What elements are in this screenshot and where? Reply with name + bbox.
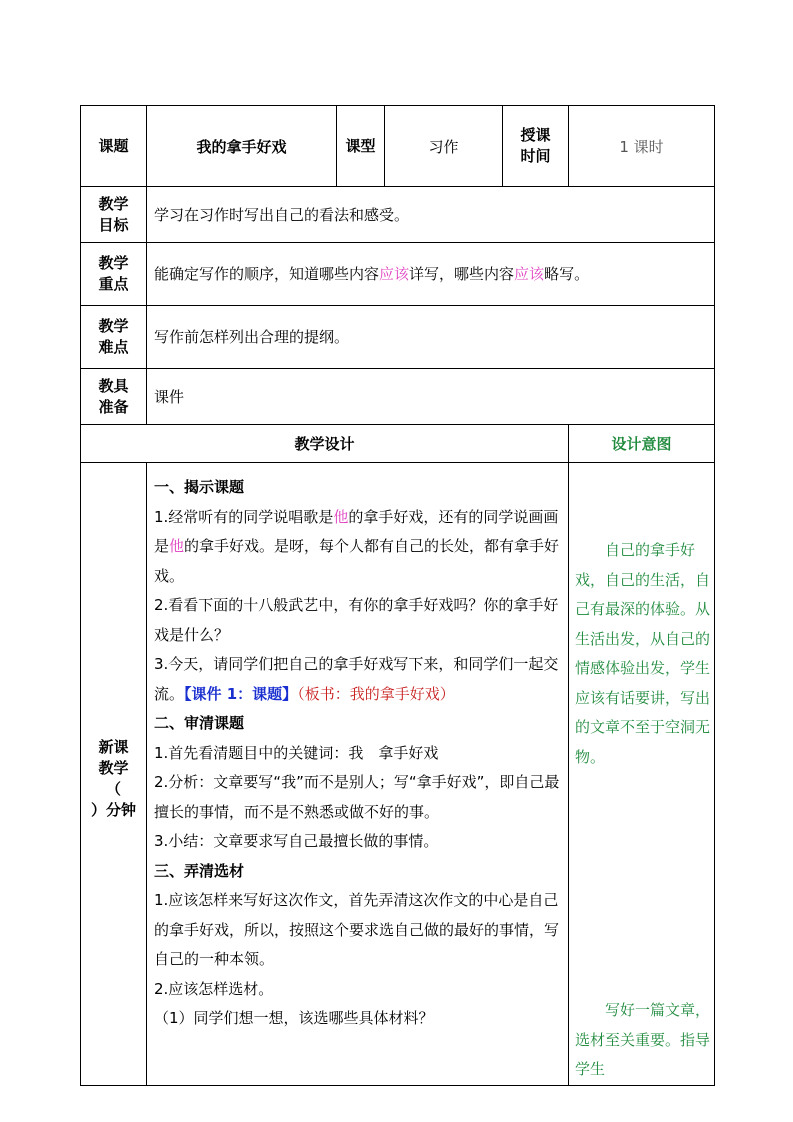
section-2-para-2: 2.分析：文章要写“我”而不是别人；写“拿手好戏”，即自己最擅长的事情，而不是不熟悉或做不好的事。 [154,773,560,821]
keypoint-label [81,243,147,306]
new-lesson-label [81,463,147,1086]
time-label [503,106,569,187]
design-content [147,463,569,1086]
keypoint-text-a: 能确定写作的顺序，知道哪些内容 [154,265,380,283]
new-lesson-row [81,463,715,1086]
materials-content: 课件 [147,369,715,425]
section-2-title: 二、审清课题 [154,714,245,732]
materials-label [81,369,147,425]
keypoint-content [147,243,715,306]
s1-p3-courseware-tag: 【课件 1：课题】 [184,684,298,703]
s1-p3-text: 3.今天，请同学们把自己的拿手好戏写下来，和同学们一起交流。 [154,655,559,703]
keypoint-label-line-2: 重点 [98,275,129,293]
s1-p1-text-c: 的拿手好戏。是呀，每个人都有自己的长处，都有拿手好戏。 [154,537,560,585]
keypoint-highlight-1: 应该 [379,265,410,283]
lesson-plan-table [80,105,715,1086]
s1-p1-text-a: 1.经常听有的同学说唱歌是 [154,507,334,526]
difficulty-label-line-2: 难点 [98,338,129,356]
topic-value: 我的拿手好戏 [147,106,337,187]
new-lesson-label-line-2: 教学 [98,758,129,777]
difficulty-label-line-1: 教学 [98,317,129,335]
section-1-title: 一、揭示课题 [154,478,245,496]
keypoint-text-b: 详写，哪些内容 [409,265,515,283]
objective-label-line-2: 目标 [98,215,129,234]
intent-content [569,463,715,1086]
intent-para-1: 自己的拿手好戏，自己的生活，自己有最深的体验。从生活出发，从自己的情感体验出发，学生应该有话要讲，写出的文章不至于空洞无物。 [575,541,711,766]
keypoint-row [81,243,715,306]
intent-para-2: 写好一篇文章，选材至关重要。指导学生 [575,1001,711,1078]
type-value: 习作 [385,106,503,187]
section-1-para-1 [154,503,562,592]
keypoint-highlight-2: 应该 [514,265,545,283]
new-lesson-label-line-4: ）分钟 [90,800,136,819]
materials-label-line-1: 教具 [98,376,129,395]
section-3-para-3: （1）同学们想一想，该选哪些具体材料？ [154,1009,434,1027]
keypoint-label-line-1: 教学 [98,254,129,272]
new-lesson-label-line-1: 新课 [98,737,129,756]
section-3-para-2: 2.应该怎样选材。 [154,979,274,998]
design-header: 教学设计 [81,425,569,463]
keypoint-text-c: 略写。 [544,265,590,283]
materials-label-line-2: 准备 [98,397,129,416]
difficulty-label [81,306,147,369]
intent-header: 设计意图 [569,425,715,463]
objective-label [81,187,147,243]
s1-p1-highlight-2: 他 [169,537,185,555]
header-row [81,106,715,187]
section-1-para-2: 2.看看下面的十八般武艺中，有你的拿手好戏吗？你的拿手好戏是什么？ [154,596,559,644]
s1-p1-highlight-1: 他 [333,507,349,526]
topic-label: 课题 [81,106,147,187]
section-3-title: 三、弄清选材 [154,861,245,880]
section-3-para-1: 1.应该怎样来写好这次作文，首先弄清这次作文的中心是自己的拿手好戏，所以，按照这个要求选自己做的最好的事情，写自己的一种本领。 [154,891,560,968]
s1-p1-text-b: 的拿手好戏，还有的同学说画画是 [154,507,559,555]
difficulty-row [81,306,715,369]
type-label: 课型 [337,106,385,187]
objective-row [81,187,715,243]
s1-p3-board-note: （板书：我的拿手好戏） [297,684,455,703]
difficulty-content: 写作前怎样列出合理的提纲。 [147,306,715,369]
objective-label-line-1: 教学 [98,194,129,213]
section-2-para-1: 1.首先看清题目中的关键词：我 拿手好戏 [154,743,439,762]
time-label-line-1: 授课 [520,126,551,144]
section-1-para-3 [154,650,562,709]
materials-row [81,369,715,425]
time-label-line-2: 时间 [520,147,551,165]
section-2-para-3: 3.小结：文章要求写自己最擅长做的事情。 [154,832,439,850]
new-lesson-label-line-3: （ [105,779,121,798]
section-header-row [81,425,715,463]
objective-content: 学习在习作时写出自己的看法和感受。 [147,187,715,243]
time-value: 1 课时 [569,106,715,187]
